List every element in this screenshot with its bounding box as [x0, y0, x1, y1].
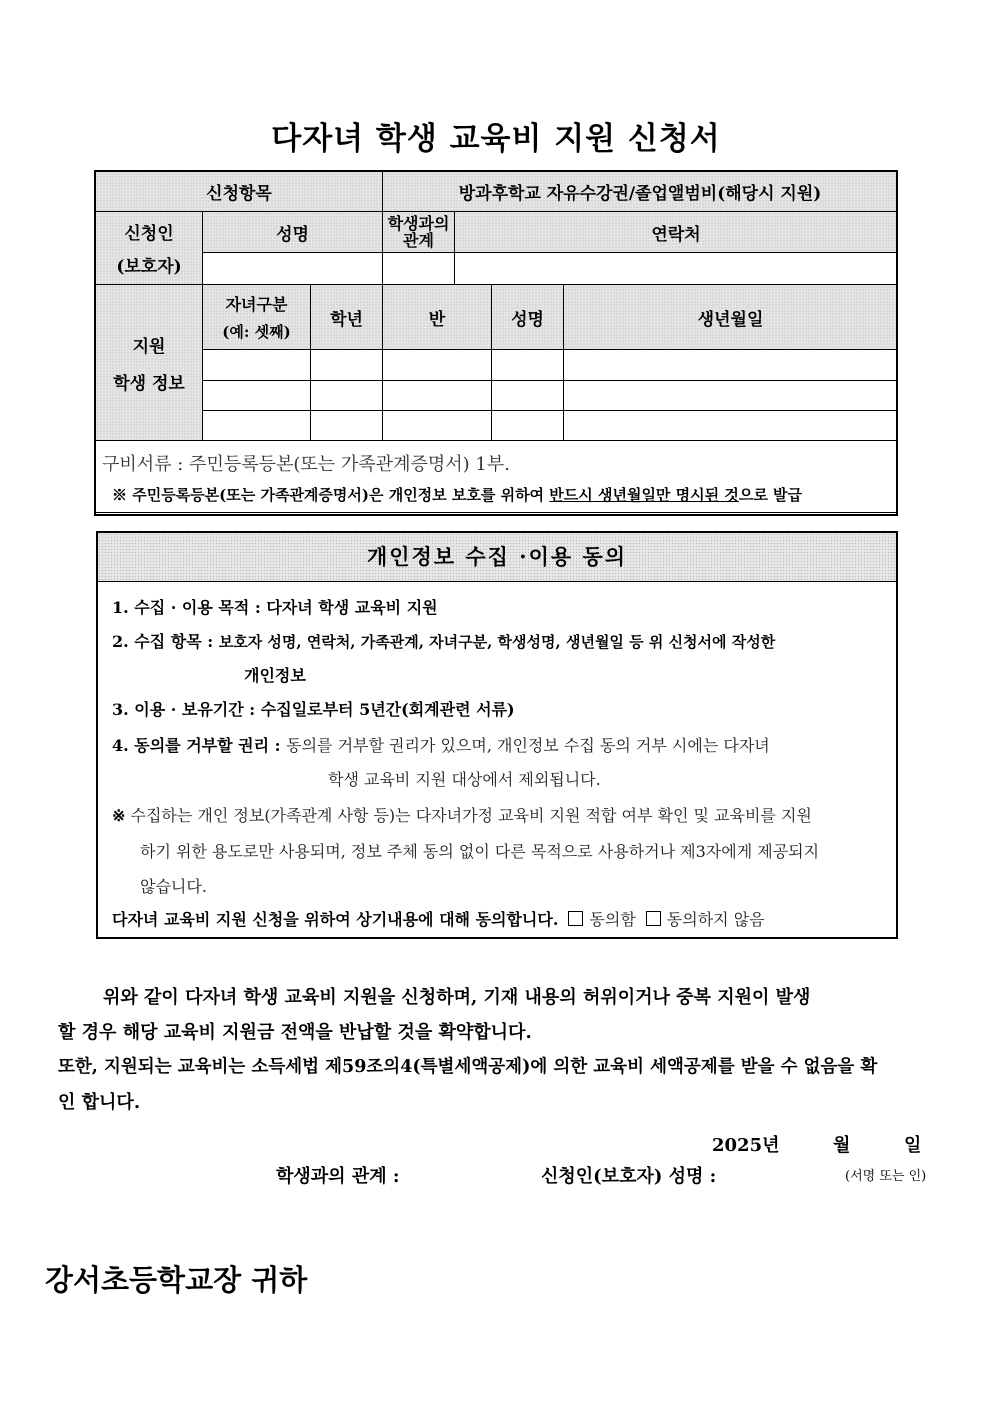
required-documents-line: 구비서류 : 주민등록등본(또는 가족관계증명서) 1부.: [102, 454, 510, 475]
grade-field[interactable]: [311, 350, 383, 381]
birth-header: 생년월일: [564, 285, 898, 350]
consent-item-2: [112, 629, 775, 652]
agree-statement: 다자녀 교육비 지원 신청을 위하여 상기내용에 대해 동의합니다.: [112, 910, 559, 929]
disagree-checkbox[interactable]: [646, 911, 661, 926]
consent-item-1-value: 다자녀 학생 교육비 지원: [266, 598, 438, 617]
consent-item-2-cont: [244, 663, 306, 686]
consent-item-3: [112, 697, 515, 720]
consent-item-4: [112, 733, 770, 756]
student-name-field[interactable]: [492, 350, 564, 381]
consent-item-1: [112, 595, 438, 618]
required-documents: [96, 441, 898, 513]
disagree-option-label: 동의하지 않음: [666, 910, 765, 929]
consent-item-4-cont: 학생 교육비 지원 대상에서 제외됩니다.: [328, 770, 601, 789]
privacy-consent-heading: 개인정보 수집 ·이용 동의: [98, 533, 896, 582]
relation-field[interactable]: [383, 253, 455, 285]
grade-field[interactable]: [311, 411, 383, 441]
child-order-field[interactable]: [203, 381, 311, 411]
consent-item-1-label: 1. 수집 · 이용 목적 :: [112, 598, 267, 617]
class-field[interactable]: [383, 381, 492, 411]
required-documents-note: [102, 484, 891, 505]
grade-header: 학년: [311, 285, 383, 350]
relation-header-line1: 학생과의: [387, 214, 450, 233]
birth-field[interactable]: [564, 411, 898, 441]
docs-note-tail: 으로 발급: [738, 486, 803, 504]
application-table: [95, 171, 898, 513]
consent-note-line1: 수집하는 개인 정보(가족관계 사항 등)는 다자녀가정 교육비 지원 적합 여부 확인 및 교육비를 지원: [130, 806, 812, 825]
consent-note-line2: 하기 위한 용도로만 사용되며, 정보 주체 동의 없이 다른 목적으로 사용하거나 제3자에게 제공되지: [140, 842, 820, 861]
applicant-signature-label: 신청인(보호자) 성명 :: [541, 1166, 717, 1187]
relation-header-line2: 관계: [403, 231, 434, 250]
child-order-header-line1: 자녀구분: [225, 295, 288, 314]
birth-field[interactable]: [564, 350, 898, 381]
relation-header: [383, 212, 455, 253]
pledge-line-1: 위와 같이 다자녀 학생 교육비 지원을 신청하며, 기재 내용의 허위이거나 중복 지원이 발생: [103, 987, 811, 1008]
guardian-name-field[interactable]: [203, 253, 383, 285]
grade-field[interactable]: [311, 381, 383, 411]
contact-header: 연락처: [455, 212, 898, 253]
child-order-field[interactable]: [203, 350, 311, 381]
relation-signature-label: 학생과의 관계 :: [276, 1166, 400, 1187]
recipient: 강서초등학교장 귀하: [45, 1263, 308, 1297]
consent-item-2-value-cont: 개인정보: [244, 666, 306, 685]
document-title: 다자녀 학생 교육비 지원 신청서: [271, 121, 721, 157]
student-info-label-line2: 학생 정보: [113, 373, 185, 394]
item-label: 신청항목: [96, 172, 383, 212]
date-day: 일: [904, 1135, 922, 1156]
consent-agreement-row: [112, 907, 765, 930]
student-info-label: [96, 285, 203, 441]
child-order-field[interactable]: [203, 411, 311, 441]
student-name-field[interactable]: [492, 381, 564, 411]
privacy-consent-box: [96, 531, 898, 939]
sign-hint: (서명 또는 인): [845, 1169, 927, 1184]
consent-note: [112, 803, 812, 826]
student-info-label-line1: 지원: [132, 336, 166, 357]
date-year: 2025년: [712, 1135, 780, 1156]
class-field[interactable]: [383, 411, 492, 441]
consent-note-line3: 않습니다.: [140, 877, 207, 896]
agree-option-label: 동의함: [589, 910, 636, 929]
child-order-header-line2: (예: 셋째): [222, 323, 291, 341]
consent-item-3-label: 3. 이용 · 보유기간 :: [112, 700, 261, 719]
docs-note-underlined: 반드시 생년월일만 명시된 것: [549, 486, 739, 504]
class-field[interactable]: [383, 350, 492, 381]
contact-field[interactable]: [455, 253, 898, 285]
class-header: 반: [383, 285, 492, 350]
child-order-header: [203, 285, 311, 350]
pledge-line-3: 또한, 지원되는 교육비는 소득세법 제59조의4(특별세액공제)에 의한 교육비 세액공제를 받을 수 없음을 확: [58, 1057, 878, 1077]
student-name-field[interactable]: [492, 411, 564, 441]
applicant-label-line2: (보호자): [116, 257, 182, 277]
applicant-label: [96, 212, 203, 285]
consent-item-2-label: 2. 수집 항목 :: [112, 632, 219, 651]
item-value: 방과후학교 자유수강권/졸업앨범비(해당시 지원): [383, 172, 898, 212]
consent-item-3-value: 수집일로부터 5년간(회계관련 서류): [260, 700, 515, 719]
pledge-line-4: 인 합니다.: [58, 1092, 141, 1113]
pledge-line-2: 할 경우 해당 교육비 지원금 전액을 반납할 것을 확약합니다.: [58, 1022, 532, 1043]
consent-item-4-label: 4. 동의를 거부할 권리 :: [112, 736, 287, 755]
date-month: 월: [833, 1135, 851, 1156]
guardian-name-header: 성명: [203, 212, 383, 253]
agree-checkbox[interactable]: [568, 911, 583, 926]
note-mark: ※: [112, 806, 126, 825]
applicant-label-line1: 신청인: [124, 224, 174, 244]
docs-note-text: ※ 주민등록등본(또는 가족관계증명서)은 개인정보 보호를 위하여: [112, 486, 550, 504]
consent-item-4-value: 동의를 거부할 권리가 있으며, 개인정보 수집 동의 거부 시에는 다자녀: [286, 736, 770, 755]
birth-field[interactable]: [564, 381, 898, 411]
consent-item-2-value: 보호자 성명, 연락처, 가족관계, 자녀구분, 학생성명, 생년월일 등 위 신청서에 작성한: [218, 633, 776, 651]
student-name-header: 성명: [492, 285, 564, 350]
